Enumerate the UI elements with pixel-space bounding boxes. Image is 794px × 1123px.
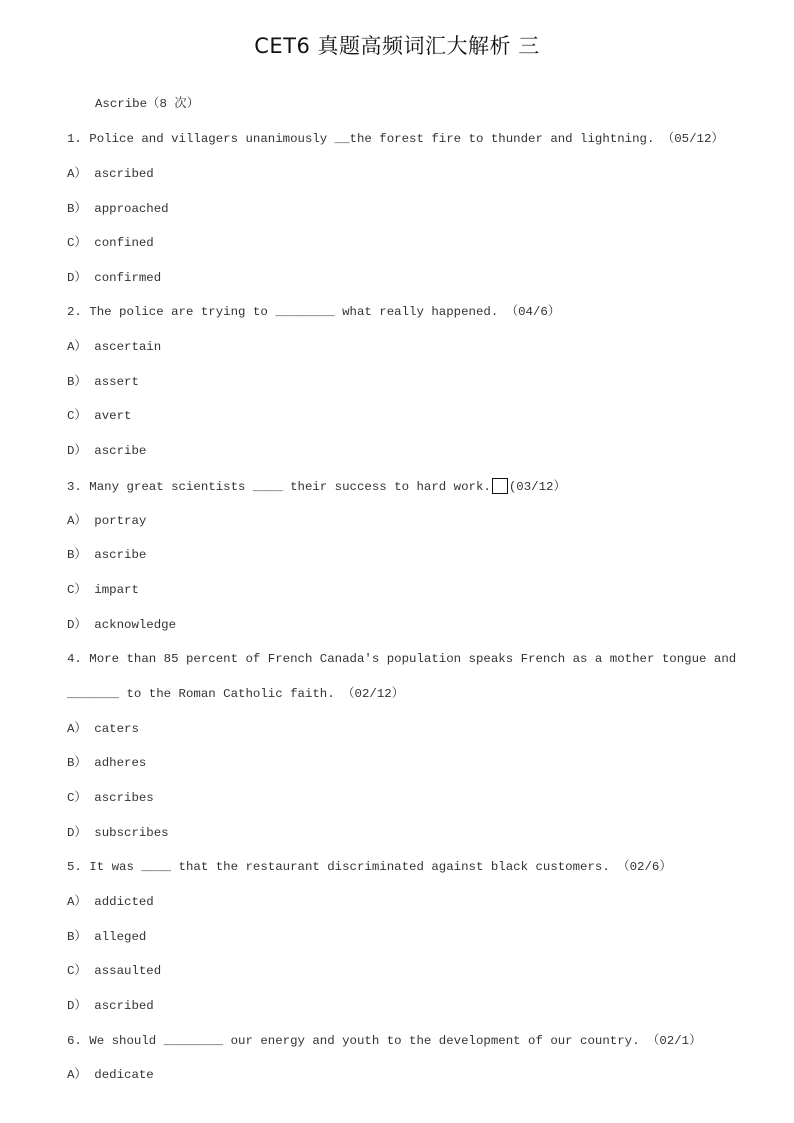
- question-1-option-b: B） approached: [67, 202, 169, 216]
- question-1-stem: 1. Police and villagers unanimously __the forest fire to thunder and lightning. （05/12）: [67, 132, 724, 146]
- question-2-option-b: B） assert: [67, 375, 139, 389]
- question-5-stem: 5. It was ____ that the restaurant discriminated against black customers. （02/6）: [67, 860, 672, 874]
- question-1-option-c: C） confined: [67, 236, 154, 250]
- question-4-option-c: C） ascribes: [67, 791, 154, 805]
- question-5-option-b: B） alleged: [67, 930, 147, 944]
- question-4-option-a: A） caters: [67, 722, 139, 736]
- question-2-option-d: D） ascribe: [67, 444, 147, 458]
- question-4-stem-line-2: _______ to the Roman Catholic faith. （02/12）: [67, 687, 405, 701]
- question-3-source: (03/12）: [508, 480, 566, 494]
- question-4-stem-line-1: 4. More than 85 percent of French Canada's population speaks French as a mother tongue and: [67, 652, 737, 666]
- question-4-option-d: D） subscribes: [67, 826, 169, 840]
- page-title: CET6 真题高频词汇大解析 三: [254, 34, 540, 58]
- question-2-stem: 2. The police are trying to ________ what really happened. （04/6）: [67, 305, 561, 319]
- question-5-option-a: A） addicted: [67, 895, 154, 909]
- question-3-option-a: A） portray: [67, 514, 147, 528]
- question-5-option-c: C） assaulted: [67, 964, 162, 978]
- question-2-option-c: C） avert: [67, 409, 132, 423]
- question-4-option-b: B） adheres: [67, 756, 147, 770]
- section-heading: Ascribe（8 次）: [95, 97, 200, 111]
- question-2-option-a: A） ascertain: [67, 340, 162, 354]
- question-3-stem-text: 3. Many great scientists ____ their success to hard work.: [67, 480, 491, 494]
- question-1-option-a: A） ascribed: [67, 167, 154, 181]
- question-3-stem: [67, 478, 566, 495]
- question-3-option-d: D） acknowledge: [67, 618, 177, 632]
- question-6-stem: 6. We should ________ our energy and youth to the development of our country. （02/1）: [67, 1034, 702, 1048]
- question-3-option-c: C） impart: [67, 583, 139, 597]
- question-6-option-a: A） dedicate: [67, 1068, 154, 1082]
- question-1-option-d: D） confirmed: [67, 271, 162, 285]
- checkbox-square-icon: [492, 478, 508, 494]
- question-3-option-b: B） ascribe: [67, 548, 147, 562]
- question-5-option-d: D） ascribed: [67, 999, 154, 1013]
